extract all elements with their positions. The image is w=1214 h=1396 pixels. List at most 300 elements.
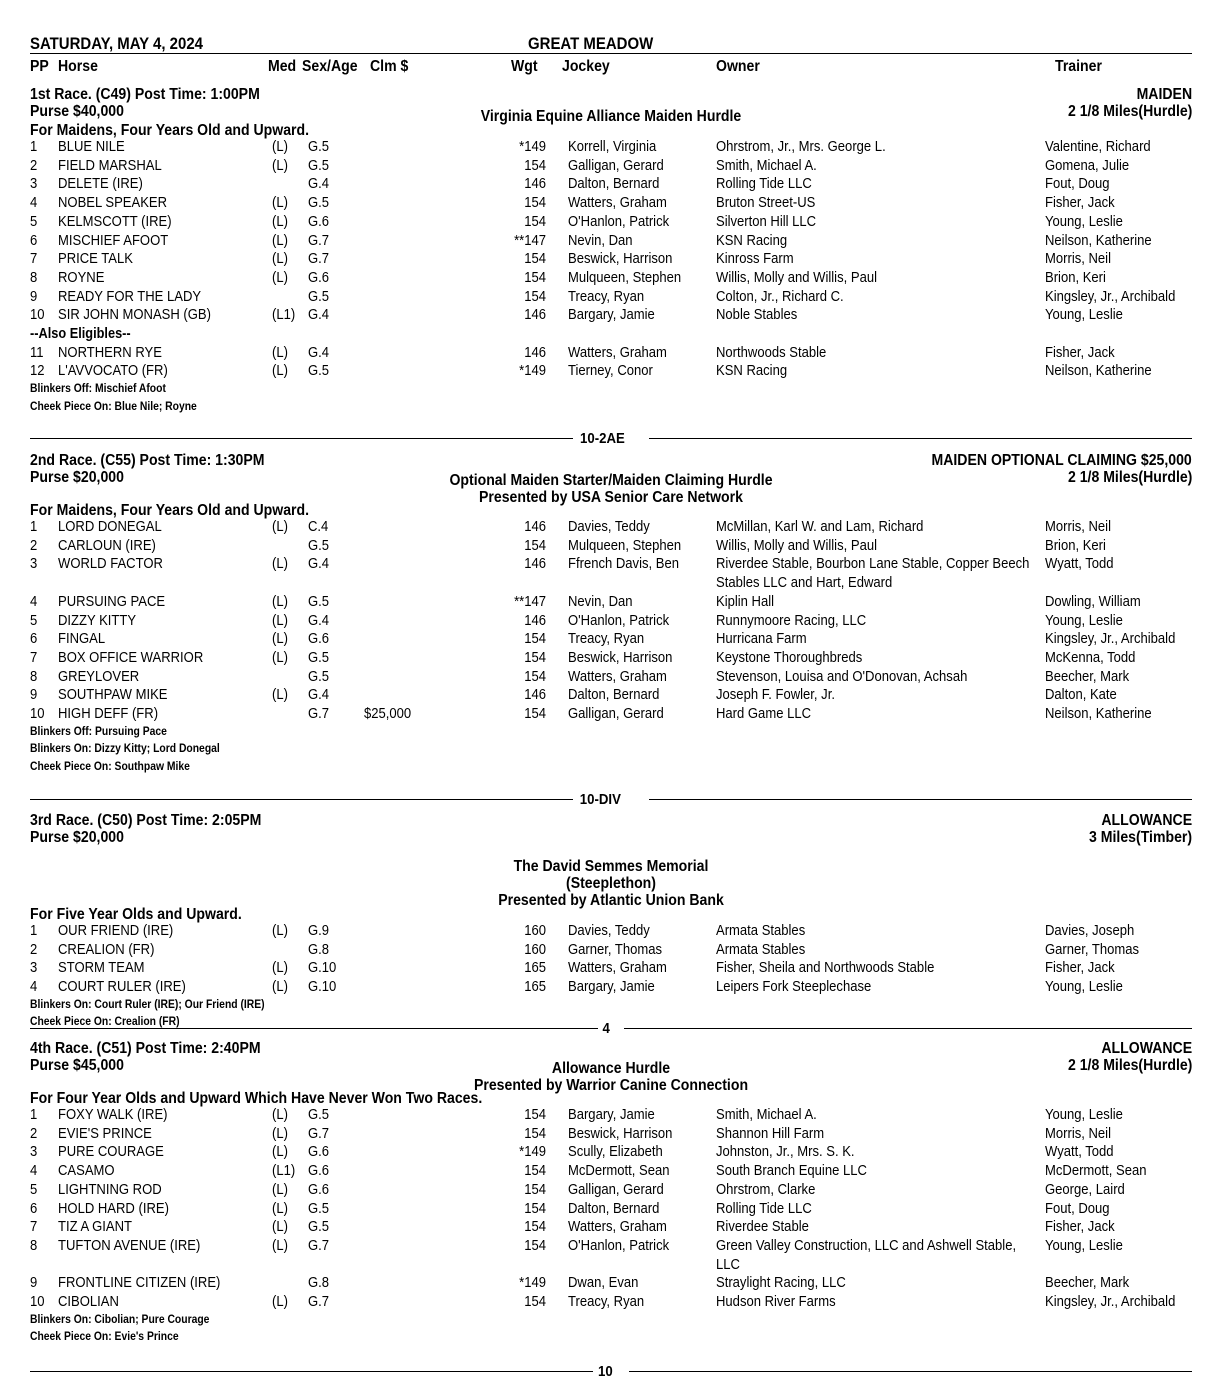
entry-horse: GREYLOVER bbox=[58, 668, 140, 685]
entry-pp: 10 bbox=[30, 706, 45, 722]
entry-pp: 2 bbox=[30, 537, 38, 554]
entry-med: (L) bbox=[272, 195, 288, 212]
entry-row bbox=[30, 1275, 1192, 1294]
entry-owner: Hard Game LLC bbox=[716, 706, 812, 722]
entry-row bbox=[30, 594, 1192, 613]
entry-pp: 4 bbox=[30, 1163, 38, 1180]
entry-horse: OUR FRIEND (IRE) bbox=[58, 923, 174, 939]
entry-owner: Joseph F. Fowler, Jr. bbox=[716, 687, 835, 704]
entry-owner: Riverdee Stable bbox=[716, 1219, 809, 1236]
entry-row bbox=[30, 1201, 1192, 1220]
entry-jockey: O'Hanlon, Patrick bbox=[568, 612, 670, 629]
entry-jockey: Watters, Graham bbox=[568, 344, 667, 361]
entry-trainer: Brion, Keri bbox=[1045, 269, 1106, 286]
entry-jockey: Ffrench Davis, Ben bbox=[568, 556, 679, 573]
entry-horse: BLUE NILE bbox=[58, 139, 125, 155]
entry-pp: 7 bbox=[30, 1219, 38, 1236]
entry-owner: Armata Stables bbox=[716, 941, 806, 958]
equipment-note: Cheek Piece On: Evie's Prince bbox=[30, 1331, 179, 1344]
race-separator bbox=[30, 793, 1192, 813]
entry-med: (L) bbox=[272, 687, 288, 704]
entry-owner: Ohrstrom, Clarke bbox=[716, 1181, 816, 1198]
entry-sexage: G.5 bbox=[308, 1219, 330, 1236]
equipment-note: Blinkers On: Dizzy Kitty; Lord Donegal bbox=[30, 743, 220, 756]
race-separator bbox=[30, 1022, 1192, 1042]
entry-sexage: G.4 bbox=[308, 176, 330, 193]
entry-sexage: C.4 bbox=[308, 519, 329, 535]
col-wgt: Wgt bbox=[511, 58, 538, 75]
race-conditions: For Maidens, Four Years Old and Upward. bbox=[30, 502, 310, 519]
equipment-note: Blinkers Off: Pursuing Pace bbox=[30, 725, 167, 738]
entry-owner: Leipers Fork Steeplechase bbox=[716, 979, 872, 996]
entry-row bbox=[30, 706, 1192, 725]
entry-sexage: G.5 bbox=[308, 668, 330, 685]
entry-row bbox=[30, 1107, 1192, 1126]
entry-horse: TUFTON AVENUE (IRE) bbox=[58, 1237, 201, 1254]
entry-jockey: McDermott, Sean bbox=[568, 1163, 670, 1180]
entry-row bbox=[30, 1163, 1192, 1182]
separator-line-left bbox=[30, 1371, 593, 1372]
col-med: Med bbox=[268, 58, 297, 75]
entry-med: (L) bbox=[272, 1181, 288, 1198]
entry-trainer: Beecher, Mark bbox=[1045, 668, 1130, 685]
entry-sexage: G.7 bbox=[308, 1125, 330, 1142]
entry-jockey: Mulqueen, Stephen bbox=[568, 269, 682, 286]
entry-pp: 9 bbox=[30, 1275, 38, 1292]
entry-sexage: G.5 bbox=[308, 593, 330, 610]
entry-horse: CARLOUN (IRE) bbox=[58, 537, 156, 554]
entry-owner: Noble Stables bbox=[716, 307, 798, 324]
entry-jockey: Galligan, Gerard bbox=[568, 157, 664, 174]
race-purse: Purse $45,000 bbox=[30, 1057, 124, 1074]
entry-jockey: Treacy, Ryan bbox=[568, 1294, 645, 1310]
entry-sexage: G.5 bbox=[308, 363, 330, 380]
entry-pp: 7 bbox=[30, 649, 38, 666]
equipment-note: Blinkers On: Court Ruler (IRE); Our Friend (IRE) bbox=[30, 998, 265, 1011]
entry-horse: SIR JOHN MONASH (GB) bbox=[58, 307, 211, 324]
entry-row bbox=[30, 687, 1192, 706]
entry-trainer: Fisher, Jack bbox=[1045, 960, 1115, 977]
entry-trainer: Fisher, Jack bbox=[1045, 1219, 1115, 1236]
entry-sexage: G.7 bbox=[308, 251, 330, 268]
entry-trainer: Young, Leslie bbox=[1045, 213, 1123, 230]
entry-sexage: G.6 bbox=[308, 213, 330, 230]
entry-horse: STORM TEAM bbox=[58, 960, 145, 977]
entry-row bbox=[30, 556, 1192, 592]
entry-weight: 154 bbox=[524, 537, 546, 554]
entry-owner: Silverton Hill LLC bbox=[716, 213, 817, 230]
race-name: Presented by Warrior Canine Connection bbox=[473, 1077, 749, 1094]
entry-pp: 7 bbox=[30, 251, 38, 268]
entry-owner: Shannon Hill Farm bbox=[716, 1125, 825, 1142]
equipment-note: Cheek Piece On: Blue Nile; Royne bbox=[30, 400, 197, 413]
entry-owner-continued: Stables LLC and Hart, Edward bbox=[716, 575, 893, 592]
entry-row bbox=[30, 345, 1192, 364]
entry-sexage: G.7 bbox=[308, 1237, 330, 1254]
entry-jockey: Beswick, Harrison bbox=[568, 649, 673, 666]
race-type: MAIDEN bbox=[1136, 86, 1192, 103]
entry-med: (L) bbox=[272, 960, 288, 977]
entry-weight: 154 bbox=[524, 631, 546, 648]
race-title: 3rd Race. (C50) Post Time: 2:05PM bbox=[30, 812, 262, 829]
entry-horse: DIZZY KITTY bbox=[58, 612, 137, 629]
entry-horse: PURE COURAGE bbox=[58, 1144, 164, 1161]
entry-row bbox=[30, 942, 1192, 961]
entry-trainer: Valentine, Richard bbox=[1045, 139, 1151, 155]
col-sexage: Sex/Age bbox=[302, 58, 358, 75]
entry-trainer: Gomena, Julie bbox=[1045, 157, 1130, 174]
entry-jockey: Beswick, Harrison bbox=[568, 251, 673, 268]
entry-med: (L) bbox=[272, 631, 288, 648]
entry-trainer: Young, Leslie bbox=[1045, 612, 1123, 629]
entry-med: (L) bbox=[272, 649, 288, 666]
separator-line-right bbox=[629, 1371, 1192, 1372]
entry-trainer: Young, Leslie bbox=[1045, 979, 1123, 996]
entry-sexage: G.5 bbox=[308, 139, 330, 155]
entry-med: (L) bbox=[272, 1294, 288, 1310]
entry-sexage: G.4 bbox=[308, 612, 330, 629]
equipment-note: Cheek Piece On: Southpaw Mike bbox=[30, 760, 190, 773]
entry-jockey: Korrell, Virginia bbox=[568, 139, 657, 155]
entry-sexage: G.6 bbox=[308, 631, 330, 648]
entry-sexage: G.4 bbox=[308, 556, 330, 573]
entry-row bbox=[30, 195, 1192, 214]
race-distance: 2 1/8 Miles(Hurdle) bbox=[1067, 469, 1192, 486]
entry-med: (L) bbox=[272, 923, 288, 939]
entry-trainer: McDermott, Sean bbox=[1045, 1163, 1147, 1180]
entry-pp: 9 bbox=[30, 288, 38, 305]
entry-sexage: G.4 bbox=[308, 344, 330, 361]
entry-row bbox=[30, 363, 1192, 382]
entry-row bbox=[30, 669, 1192, 688]
race-name: Presented by USA Senior Care Network bbox=[479, 489, 743, 506]
entry-row bbox=[30, 960, 1192, 979]
entry-weight: 146 bbox=[524, 612, 546, 629]
entry-row bbox=[30, 270, 1192, 289]
entry-trainer: Morris, Neil bbox=[1045, 519, 1111, 535]
entry-owner: Straylight Racing, LLC bbox=[716, 1275, 846, 1292]
entry-row bbox=[30, 1237, 1192, 1273]
equipment-note: Blinkers Off: Mischief Afoot bbox=[30, 383, 166, 396]
entry-horse: BOX OFFICE WARRIOR bbox=[58, 649, 204, 666]
separator-line-right bbox=[649, 799, 1192, 800]
entry-sexage: G.8 bbox=[308, 1275, 330, 1292]
entry-trainer: Neilson, Katherine bbox=[1045, 706, 1152, 722]
entry-owner: Johnston, Jr., Mrs. S. K. bbox=[716, 1144, 855, 1161]
race-name: Optional Maiden Starter/Maiden Claiming Hurdle bbox=[449, 472, 773, 489]
entry-horse: CASAMO bbox=[58, 1163, 115, 1180]
entry-weight: 154 bbox=[524, 1125, 546, 1142]
entry-pp: 3 bbox=[30, 556, 38, 573]
entry-med: (L1) bbox=[272, 1163, 296, 1180]
entry-owner: Armata Stables bbox=[716, 923, 806, 939]
entry-trainer: McKenna, Todd bbox=[1045, 649, 1136, 666]
entry-trainer: Morris, Neil bbox=[1045, 251, 1111, 268]
entry-owner: Kinross Farm bbox=[716, 251, 794, 268]
entry-jockey: Garner, Thomas bbox=[568, 941, 663, 958]
entry-weight: 154 bbox=[524, 251, 546, 268]
entry-horse: LORD DONEGAL bbox=[58, 519, 162, 535]
entry-row bbox=[30, 139, 1192, 158]
entry-horse: WORLD FACTOR bbox=[58, 556, 163, 573]
entry-weight: 154 bbox=[524, 649, 546, 666]
entry-pp: 5 bbox=[30, 213, 38, 230]
entry-med: (L) bbox=[272, 1144, 288, 1161]
entry-row bbox=[30, 923, 1192, 942]
entry-row bbox=[30, 158, 1192, 177]
entry-weight: 165 bbox=[524, 979, 546, 996]
entry-weight: *149 bbox=[519, 363, 546, 380]
entry-pp: 1 bbox=[30, 923, 38, 939]
entry-jockey: Davies, Teddy bbox=[568, 519, 650, 535]
entry-sexage: G.6 bbox=[308, 1144, 330, 1161]
entry-sexage: G.5 bbox=[308, 288, 330, 305]
entry-owner: Willis, Molly and Willis, Paul bbox=[716, 269, 877, 286]
entry-weight: 154 bbox=[524, 1219, 546, 1236]
entry-weight: 154 bbox=[524, 706, 546, 722]
entry-trainer: Young, Leslie bbox=[1045, 1107, 1123, 1123]
entry-pp: 4 bbox=[30, 195, 38, 212]
race-title: 4th Race. (C51) Post Time: 2:40PM bbox=[30, 1040, 261, 1057]
entry-med: (L) bbox=[272, 363, 288, 380]
race-conditions: For Five Year Olds and Upward. bbox=[30, 906, 242, 923]
entry-sexage: G.10 bbox=[308, 960, 337, 977]
entry-horse: COURT RULER (IRE) bbox=[58, 979, 186, 996]
entry-owner: Rolling Tide LLC bbox=[716, 1200, 812, 1217]
entry-horse: ROYNE bbox=[58, 269, 105, 286]
entry-med: (L) bbox=[272, 979, 288, 996]
separator-line-left bbox=[30, 799, 573, 800]
entry-med: (L) bbox=[272, 269, 288, 286]
entry-jockey: Scully, Elizabeth bbox=[568, 1144, 663, 1161]
entry-horse: FINGAL bbox=[58, 631, 106, 648]
entry-jockey: Bargary, Jamie bbox=[568, 307, 655, 324]
entry-horse: LIGHTNING ROD bbox=[58, 1181, 162, 1198]
header-rule bbox=[30, 53, 1192, 54]
entry-pp: 3 bbox=[30, 176, 38, 193]
entry-sexage: G.10 bbox=[308, 979, 337, 996]
entry-sexage: G.5 bbox=[308, 195, 330, 212]
entry-trainer: Beecher, Mark bbox=[1045, 1275, 1130, 1292]
entry-pp: 8 bbox=[30, 1237, 38, 1254]
entry-weight: 146 bbox=[524, 556, 546, 573]
entry-owner: Northwoods Stable bbox=[716, 344, 827, 361]
race-conditions: For Maidens, Four Years Old and Upward. bbox=[30, 122, 310, 139]
entry-horse: DELETE (IRE) bbox=[58, 176, 143, 193]
entry-pp: 3 bbox=[30, 1144, 38, 1161]
entry-trainer: Neilson, Katherine bbox=[1045, 232, 1152, 249]
entry-horse: L'AVVOCATO (FR) bbox=[58, 363, 168, 380]
entry-owner: Stevenson, Louisa and O'Donovan, Achsah bbox=[716, 668, 968, 685]
entry-owner: Hurricana Farm bbox=[716, 631, 807, 648]
entry-pp: 4 bbox=[30, 593, 38, 610]
entry-claim: $25,000 bbox=[364, 706, 412, 722]
entry-horse: FRONTLINE CITIZEN (IRE) bbox=[58, 1275, 221, 1292]
entry-sexage: G.7 bbox=[308, 232, 330, 249]
separator-label: 10 bbox=[598, 1363, 613, 1380]
entry-pp: 1 bbox=[30, 519, 38, 535]
entry-owner: Green Valley Construction, LLC and Ashwell Stable, bbox=[716, 1237, 1017, 1254]
entry-sexage: G.7 bbox=[308, 706, 330, 722]
entry-pp: 1 bbox=[30, 1107, 38, 1123]
entry-trainer: Young, Leslie bbox=[1045, 307, 1123, 324]
race-type: ALLOWANCE bbox=[1101, 1040, 1192, 1057]
equipment-note: Cheek Piece On: Crealion (FR) bbox=[30, 1016, 180, 1029]
entry-row bbox=[30, 613, 1192, 632]
entry-pp: 2 bbox=[30, 1125, 38, 1142]
entry-med: (L) bbox=[272, 612, 288, 629]
also-eligibles-label: --Also Eligibles-- bbox=[30, 326, 131, 342]
entry-horse: FIELD MARSHAL bbox=[58, 157, 162, 174]
separator-line-left bbox=[30, 1028, 598, 1029]
entry-owner: South Branch Equine LLC bbox=[716, 1163, 867, 1180]
separator-label: 10-DIV bbox=[579, 791, 621, 808]
entry-weight: *149 bbox=[519, 139, 546, 155]
separator-label: 4 bbox=[602, 1020, 610, 1037]
entry-owner: Hudson River Farms bbox=[716, 1294, 836, 1310]
entry-sexage: G.5 bbox=[308, 1200, 330, 1217]
entry-sexage: G.6 bbox=[308, 1163, 330, 1180]
entry-sexage: G.4 bbox=[308, 687, 330, 704]
entry-row bbox=[30, 251, 1192, 270]
entry-med: (L) bbox=[272, 139, 288, 155]
entry-trainer: Neilson, Katherine bbox=[1045, 363, 1152, 380]
entry-owner: Willis, Molly and Willis, Paul bbox=[716, 537, 877, 554]
entry-med: (L) bbox=[272, 519, 288, 535]
entry-weight: 154 bbox=[524, 668, 546, 685]
entry-jockey: O'Hanlon, Patrick bbox=[568, 213, 670, 230]
race-separator bbox=[30, 432, 1192, 452]
separator-label: 10-2AE bbox=[580, 430, 625, 447]
entry-jockey: Bargary, Jamie bbox=[568, 979, 655, 996]
entry-row bbox=[30, 307, 1192, 326]
entry-pp: 1 bbox=[30, 139, 38, 155]
entry-pp: 5 bbox=[30, 1181, 38, 1198]
entry-med: (L) bbox=[272, 251, 288, 268]
track-name: GREAT MEADOW bbox=[528, 34, 654, 53]
entry-jockey: Galligan, Gerard bbox=[568, 1181, 664, 1198]
entry-weight: 165 bbox=[524, 960, 546, 977]
entry-trainer: Davies, Joseph bbox=[1045, 923, 1135, 939]
entry-jockey: Dwan, Evan bbox=[568, 1275, 639, 1292]
race-purse: Purse $20,000 bbox=[30, 469, 124, 486]
entry-trainer: Dalton, Kate bbox=[1045, 687, 1117, 704]
entry-trainer: Young, Leslie bbox=[1045, 1237, 1123, 1254]
entry-weight: **147 bbox=[514, 593, 546, 610]
entry-jockey: Treacy, Ryan bbox=[568, 288, 645, 305]
entry-pp: 8 bbox=[30, 269, 38, 286]
entry-trainer: Wyatt, Todd bbox=[1045, 556, 1114, 573]
entry-sexage: G.5 bbox=[308, 157, 330, 174]
entry-row bbox=[30, 979, 1192, 998]
entry-med: (L) bbox=[272, 1125, 288, 1142]
entry-horse: CIBOLIAN bbox=[58, 1294, 119, 1310]
entry-weight: 154 bbox=[524, 1181, 546, 1198]
race-conditions: For Four Year Olds and Upward Which Have Never Won Two Races. bbox=[30, 1090, 483, 1107]
entry-owner: Ohrstrom, Jr., Mrs. George L. bbox=[716, 139, 886, 155]
entry-pp: 4 bbox=[30, 979, 38, 996]
entry-jockey: Tierney, Conor bbox=[568, 363, 653, 380]
entry-owner: Smith, Michael A. bbox=[716, 157, 817, 174]
entry-sexage: G.5 bbox=[308, 1107, 330, 1123]
race-name: Presented by Atlantic Union Bank bbox=[498, 892, 724, 909]
entry-weight: 154 bbox=[524, 213, 546, 230]
entry-row bbox=[30, 538, 1192, 557]
entry-trainer: Kingsley, Jr., Archibald bbox=[1045, 1294, 1176, 1310]
entry-jockey: Dalton, Bernard bbox=[568, 687, 660, 704]
race-date: SATURDAY, MAY 4, 2024 bbox=[30, 34, 203, 53]
entry-trainer: Brion, Keri bbox=[1045, 537, 1106, 554]
entry-jockey: Galligan, Gerard bbox=[568, 706, 664, 722]
entry-pp: 9 bbox=[30, 687, 38, 704]
race-distance: 3 Miles(Timber) bbox=[1088, 829, 1192, 846]
entry-row bbox=[30, 1144, 1192, 1163]
entry-row bbox=[30, 1126, 1192, 1145]
entry-sexage: G.9 bbox=[308, 923, 330, 939]
race-purse: Purse $40,000 bbox=[30, 103, 124, 120]
col-horse: Horse bbox=[58, 58, 98, 75]
entry-weight: 160 bbox=[524, 923, 546, 939]
entry-owner: Runnymoore Racing, LLC bbox=[716, 612, 867, 629]
entry-horse: NORTHERN RYE bbox=[58, 344, 162, 361]
entry-row bbox=[30, 289, 1192, 308]
entry-owner: KSN Racing bbox=[716, 232, 788, 249]
entry-pp: 11 bbox=[30, 344, 44, 361]
race-distance: 2 1/8 Miles(Hurdle) bbox=[1067, 1057, 1192, 1074]
entry-med: (L) bbox=[272, 344, 288, 361]
race-name: The David Semmes Memorial bbox=[513, 858, 709, 875]
entry-horse: CREALION (FR) bbox=[58, 941, 155, 958]
entry-jockey: Watters, Graham bbox=[568, 960, 667, 977]
entry-weight: 146 bbox=[524, 687, 546, 704]
race-type: ALLOWANCE bbox=[1101, 812, 1192, 829]
entry-row bbox=[30, 214, 1192, 233]
entry-row bbox=[30, 233, 1192, 252]
entry-trainer: Morris, Neil bbox=[1045, 1125, 1111, 1142]
entry-sexage: G.7 bbox=[308, 1294, 330, 1310]
race-name: (Steeplethon) bbox=[566, 875, 656, 892]
equipment-note: Blinkers On: Cibolian; Pure Courage bbox=[30, 1313, 210, 1326]
entry-med: (L) bbox=[272, 157, 288, 174]
entry-row bbox=[30, 650, 1192, 669]
entry-trainer: Kingsley, Jr., Archibald bbox=[1045, 631, 1176, 648]
entry-weight: 154 bbox=[524, 157, 546, 174]
entry-row bbox=[30, 519, 1192, 538]
entry-med: (L1) bbox=[272, 307, 296, 324]
race-purse: Purse $20,000 bbox=[30, 829, 124, 846]
entry-jockey: Treacy, Ryan bbox=[568, 631, 645, 648]
entry-trainer: Dowling, William bbox=[1045, 593, 1141, 610]
entry-owner: Rolling Tide LLC bbox=[716, 176, 812, 193]
race-separator bbox=[30, 1365, 1192, 1385]
entry-owner: KSN Racing bbox=[716, 363, 788, 380]
entry-weight: 154 bbox=[524, 1200, 546, 1217]
entry-weight: 146 bbox=[524, 176, 546, 193]
separator-line-right bbox=[624, 1028, 1192, 1029]
entry-weight: 154 bbox=[524, 288, 546, 305]
entry-weight: *149 bbox=[519, 1144, 546, 1161]
entry-owner: Smith, Michael A. bbox=[716, 1107, 817, 1123]
entry-jockey: Watters, Graham bbox=[568, 1219, 667, 1236]
entry-pp: 3 bbox=[30, 960, 38, 977]
entry-owner: McMillan, Karl W. and Lam, Richard bbox=[716, 519, 924, 535]
entry-trainer: Fout, Doug bbox=[1045, 176, 1110, 193]
entry-horse: PRICE TALK bbox=[58, 251, 133, 268]
entry-trainer: Fisher, Jack bbox=[1045, 344, 1115, 361]
entry-horse: TIZ A GIANT bbox=[58, 1219, 132, 1236]
entry-weight: 146 bbox=[524, 307, 546, 324]
entry-med: (L) bbox=[272, 1200, 288, 1217]
